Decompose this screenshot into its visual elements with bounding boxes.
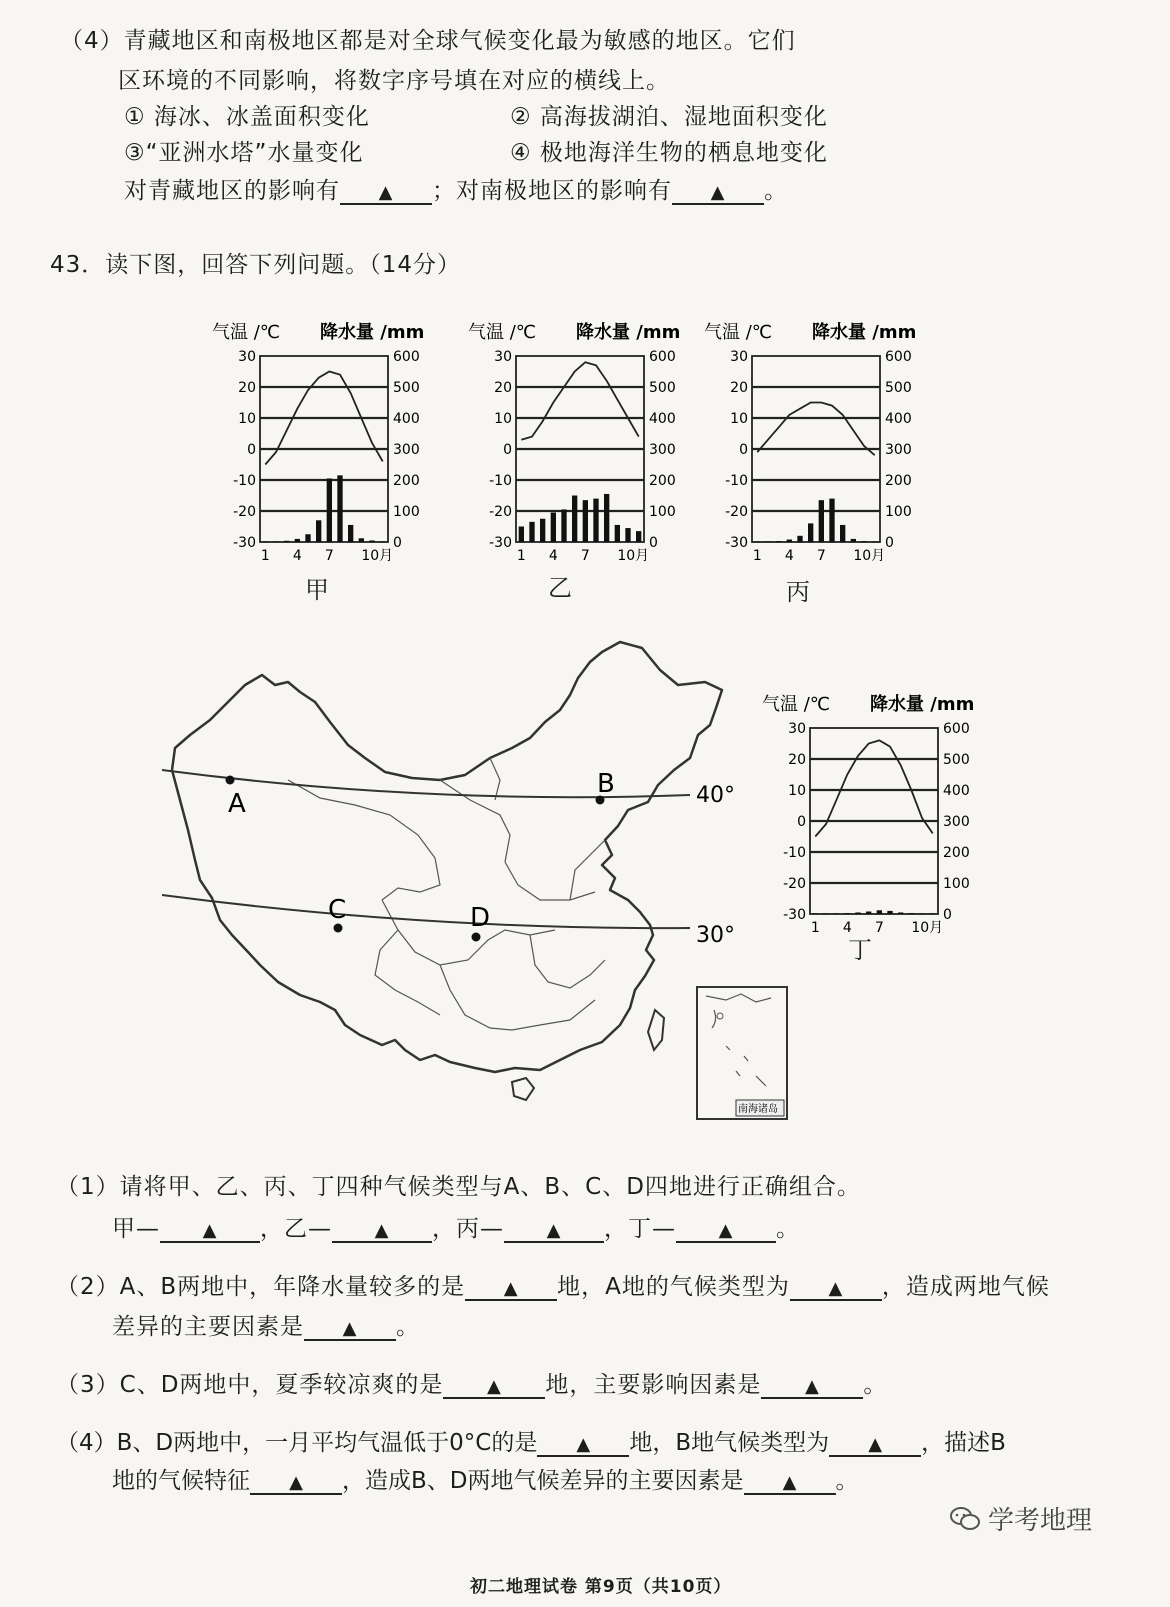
temp-tick-label: -20 [725, 504, 748, 520]
precip-bar [776, 541, 781, 542]
precip-tick-label: 500 [943, 752, 970, 768]
precip-tick-label: 400 [649, 411, 676, 427]
precip-bar [909, 913, 914, 914]
q2-answer-blank-factor[interactable]: ▲ [304, 1315, 396, 1341]
climate-chart-jia [200, 316, 440, 566]
precip-bar [305, 534, 310, 542]
precip-axis-title: 降水量 /mm [812, 322, 917, 343]
month-tick-label: 10月 [911, 920, 944, 936]
precip-bar [327, 478, 332, 542]
south-china-sea-inset [696, 986, 788, 1120]
month-tick-label: 10月 [853, 548, 886, 564]
lat30-label: 30° [696, 923, 735, 948]
precip-tick-label: 200 [393, 473, 420, 489]
point-d-label: D [470, 903, 491, 933]
temp-tick-label: -10 [233, 473, 256, 489]
latitude-30-line [162, 895, 690, 928]
q42-answer-blank-tibet[interactable]: ▲ [340, 179, 432, 205]
precip-bar [872, 541, 877, 542]
point-d-marker [472, 933, 481, 942]
q2-line2: 差异的主要因素是 ▲ 。 [112, 1314, 420, 1340]
precip-tick-label: 400 [943, 783, 970, 799]
q3-answer-blank-cooler[interactable]: ▲ [443, 1373, 545, 1399]
q4-line2: 地的气候特征 ▲ ，造成B、D两地气候差异的主要因素是 ▲ 。 [112, 1468, 859, 1494]
precip-bar [636, 531, 641, 542]
month-tick-label: 1 [752, 548, 762, 564]
precip-bar [380, 541, 385, 542]
q4-answer-blank-features[interactable]: ▲ [250, 1469, 342, 1495]
climate-chart-bing [692, 316, 932, 566]
precip-tick-label: 200 [885, 473, 912, 489]
precip-tick-label: 0 [885, 535, 894, 551]
precip-bar [615, 525, 620, 542]
precip-tick-label: 200 [649, 473, 676, 489]
precip-bar [348, 525, 353, 542]
q42-intro-line2: 区环境的不同影响，将数字序号填在对应的横线上。 [118, 68, 670, 94]
precip-bar [887, 911, 892, 914]
temp-axis-title: 气温 /℃ [704, 322, 773, 343]
temp-tick-label: -30 [489, 535, 512, 551]
precip-bar [898, 912, 903, 914]
province-borders [288, 758, 605, 1030]
watermark [950, 1500, 1092, 1537]
temp-tick-label: 0 [503, 442, 512, 458]
precip-bar [604, 494, 609, 542]
month-tick-label: 7 [874, 920, 884, 936]
point-a-label: A [228, 789, 246, 819]
temp-tick-label: 30 [730, 349, 748, 365]
page-footer: 初二地理试卷 第9页（共10页） [470, 1577, 732, 1597]
month-tick-label: 1 [810, 920, 820, 936]
q2-answer-blank-more-rain[interactable]: ▲ [465, 1275, 557, 1301]
precip-bar [284, 541, 289, 542]
precip-bar [877, 910, 882, 914]
temp-tick-label: 20 [730, 380, 748, 396]
point-b-label: B [597, 769, 615, 799]
month-tick-label: 4 [292, 548, 302, 564]
chart-label-yi: 乙 [548, 574, 572, 602]
q43-title: 43．读下图，回答下列问题。（14分） [50, 252, 462, 278]
temp-tick-label: 0 [739, 442, 748, 458]
month-tick-label: 4 [548, 548, 558, 564]
watermark-text: 学考地理 [988, 1506, 1093, 1536]
temp-tick-label: -10 [725, 473, 748, 489]
chart-svg-2 [692, 316, 932, 566]
temp-axis-title: 气温 /℃ [762, 694, 831, 715]
q42-fill-line: 对青藏地区的影响有 ▲ ；对南极地区的影响有 ▲ 。 [124, 178, 788, 204]
precip-bar [316, 520, 321, 542]
precip-bar [593, 499, 598, 542]
precip-tick-label: 600 [649, 349, 676, 365]
q42-answer-blank-antarctica[interactable]: ▲ [672, 179, 764, 205]
temperature-line [521, 362, 638, 440]
chart-svg-3 [750, 688, 990, 938]
temp-tick-label: 10 [788, 783, 806, 799]
q1-answer-blank-ding[interactable]: ▲ [676, 1217, 776, 1243]
month-tick-label: 1 [260, 548, 270, 564]
q2-line1: （2）A、B两地中，年降水量较多的是 ▲ 地，A地的气候类型为 ▲ ，造成两地气候 [56, 1274, 1050, 1300]
precip-tick-label: 600 [393, 349, 420, 365]
precip-bar [787, 540, 792, 542]
q1-answer-blank-yi[interactable]: ▲ [332, 1217, 432, 1243]
temp-tick-label: 0 [797, 814, 806, 830]
temp-axis-title: 气温 /℃ [468, 322, 537, 343]
precip-bar [263, 541, 268, 542]
temp-tick-label: -20 [783, 876, 806, 892]
precip-tick-label: 300 [885, 442, 912, 458]
precip-bar [930, 913, 935, 914]
precip-bar [755, 541, 760, 542]
temp-tick-label: 10 [730, 411, 748, 427]
q1-answer-blank-jia[interactable]: ▲ [160, 1217, 260, 1243]
month-tick-label: 4 [842, 920, 852, 936]
temp-tick-label: -20 [489, 504, 512, 520]
wechat-icon [950, 1506, 980, 1532]
precip-tick-label: 400 [885, 411, 912, 427]
precip-bar [861, 541, 866, 542]
temp-tick-label: -30 [783, 907, 806, 923]
q1-line1: （1）请将甲、乙、丙、丁四种气候类型与A、B、C、D四地进行正确组合。 [56, 1174, 861, 1200]
precip-axis-title: 降水量 /mm [870, 694, 975, 715]
q3-line: （3）C、D两地中，夏季较凉爽的是 ▲ 地，主要影响因素是 ▲ 。 [56, 1372, 888, 1398]
chart-label-bing: 丙 [786, 578, 810, 606]
precip-bar [819, 500, 824, 542]
temp-axis-title: 气温 /℃ [212, 322, 281, 343]
precip-bar [866, 912, 871, 914]
temp-tick-label: 20 [238, 380, 256, 396]
chart-svg-1 [456, 316, 696, 566]
precip-bar [519, 527, 524, 543]
temp-tick-label: -10 [783, 845, 806, 861]
month-tick-label: 7 [324, 548, 334, 564]
precip-bar [561, 509, 566, 542]
month-tick-label: 4 [784, 548, 794, 564]
precip-bar [551, 513, 556, 542]
precip-tick-label: 100 [649, 504, 676, 520]
precip-bar [813, 913, 818, 914]
month-tick-label: 7 [816, 548, 826, 564]
precip-bar [540, 519, 545, 542]
precip-tick-label: 300 [649, 442, 676, 458]
q4-answer-blank-b-climate[interactable]: ▲ [829, 1431, 921, 1457]
temp-tick-label: 20 [494, 380, 512, 396]
temp-tick-label: -20 [233, 504, 256, 520]
precip-bar [369, 540, 374, 542]
temp-tick-label: -10 [489, 473, 512, 489]
hainan-island [512, 1078, 534, 1100]
precip-tick-label: 100 [393, 504, 420, 520]
precip-bar [834, 913, 839, 914]
q42-option-4: ④ 极地海洋生物的栖息地变化 [510, 140, 828, 166]
precip-tick-label: 100 [943, 876, 970, 892]
inset-label: 南海诸岛 [738, 1104, 778, 1115]
climate-chart-yi [456, 316, 696, 566]
temp-tick-label: -30 [725, 535, 748, 551]
temp-tick-label: 30 [788, 721, 806, 737]
precip-bar [823, 913, 828, 914]
precip-bar [273, 541, 278, 542]
q42-option-3: ③“亚洲水塔”水量变化 [124, 140, 364, 166]
precip-bar [765, 541, 770, 542]
month-tick-label: 7 [580, 548, 590, 564]
precip-tick-label: 0 [649, 535, 658, 551]
precip-bar [855, 912, 860, 914]
precip-tick-label: 200 [943, 845, 970, 861]
chart-label-jia: 甲 [305, 576, 329, 604]
china-map [150, 630, 750, 1140]
q42-option-1: ① 海冰、冰盖面积变化 [124, 104, 370, 130]
chart-svg-0 [200, 316, 440, 566]
precip-bar [359, 538, 364, 542]
q4-line1: （4）B、D两地中，一月平均气温低于0°C的是 ▲ 地，B地气候类型为 ▲ ，描述B [56, 1430, 1006, 1456]
precip-tick-label: 100 [885, 504, 912, 520]
precip-bar [829, 499, 834, 542]
temp-tick-label: 20 [788, 752, 806, 768]
precip-bar [808, 523, 813, 542]
precip-axis-title: 降水量 /mm [576, 322, 681, 343]
temp-tick-label: 0 [247, 442, 256, 458]
precip-tick-label: 0 [393, 535, 402, 551]
precip-tick-label: 500 [885, 380, 912, 396]
chart-label-ding: 丁 [848, 936, 872, 964]
q42-intro-line1: （4）青藏地区和南极地区都是对全球气候变化最为敏感的地区。它们 [60, 28, 796, 54]
temp-tick-label: 30 [494, 349, 512, 365]
precip-bar [295, 539, 300, 542]
precip-tick-label: 0 [943, 907, 952, 923]
temp-tick-label: 10 [494, 411, 512, 427]
precip-bar [529, 522, 534, 542]
q1-answer-blank-bing[interactable]: ▲ [504, 1217, 604, 1243]
climate-chart-ding [750, 688, 990, 938]
q4-answer-blank-factor[interactable]: ▲ [744, 1469, 836, 1495]
precip-tick-label: 300 [393, 442, 420, 458]
point-c-label: C [328, 895, 347, 925]
precip-bar [840, 525, 845, 542]
q4-answer-blank-below-zero[interactable]: ▲ [537, 1431, 629, 1457]
q3-answer-blank-factor[interactable]: ▲ [761, 1373, 863, 1399]
precip-tick-label: 500 [393, 380, 420, 396]
taiwan-island [648, 1010, 664, 1050]
temp-tick-label: 30 [238, 349, 256, 365]
precip-tick-label: 600 [885, 349, 912, 365]
q42-fill-a-text: 对青藏地区的影响有 [124, 178, 340, 204]
q1-line2: 甲— ▲ ，乙— ▲ ，丙— ▲ ，丁— ▲ 。 [112, 1216, 800, 1242]
temp-tick-label: 10 [238, 411, 256, 427]
precip-tick-label: 400 [393, 411, 420, 427]
precip-bar [583, 500, 588, 542]
temperature-line [757, 403, 874, 456]
precip-bar [625, 528, 630, 542]
precip-bar [919, 913, 924, 914]
temp-tick-label: -30 [233, 535, 256, 551]
precip-bar [572, 496, 577, 543]
precip-bar [337, 475, 342, 542]
precip-bar [845, 913, 850, 914]
precip-tick-label: 300 [943, 814, 970, 830]
precip-bar [851, 539, 856, 542]
month-tick-label: 10月 [617, 548, 650, 564]
precip-bar [797, 536, 802, 542]
month-tick-label: 1 [516, 548, 526, 564]
q42-option-2: ② 高海拔湖泊、湿地面积变化 [510, 104, 828, 130]
precip-axis-title: 降水量 /mm [320, 322, 425, 343]
q42-fill-b-text: ；对南极地区的影响有 [432, 178, 672, 204]
precip-tick-label: 600 [943, 721, 970, 737]
month-tick-label: 10月 [361, 548, 394, 564]
china-outline [172, 642, 722, 1072]
precip-tick-label: 500 [649, 380, 676, 396]
lat40-label: 40° [696, 783, 735, 808]
q2-answer-blank-a-climate[interactable]: ▲ [790, 1275, 882, 1301]
point-a-marker [226, 776, 235, 785]
